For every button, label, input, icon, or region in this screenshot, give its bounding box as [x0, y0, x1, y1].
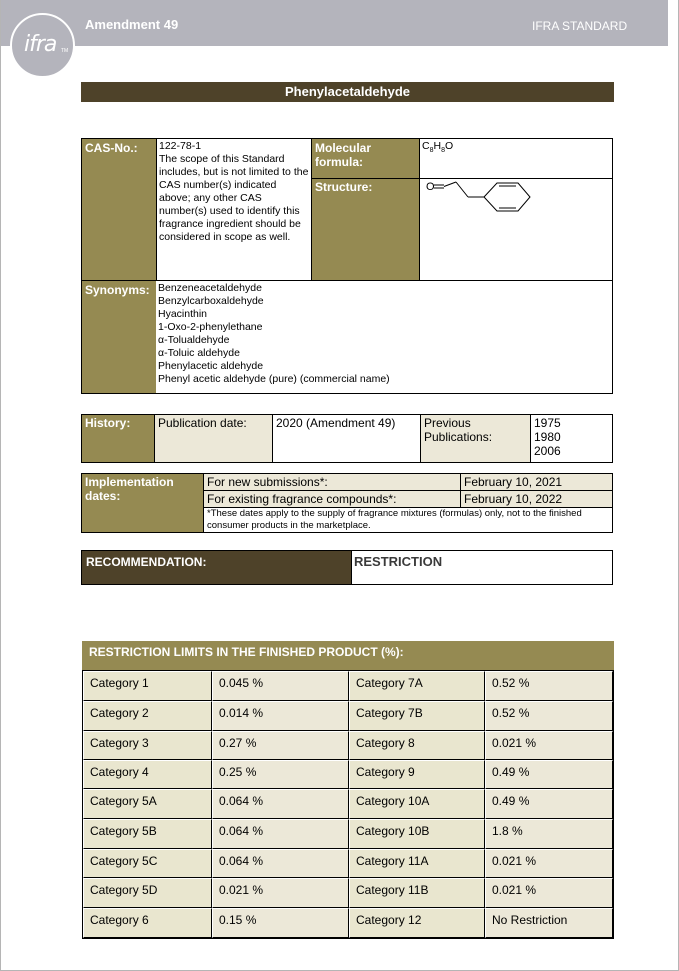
- limit-value-cell: 0.014 %: [212, 701, 349, 731]
- logo-trademark: TM: [61, 48, 69, 54]
- history-label: History:: [82, 415, 154, 462]
- standard-label: IFRA STANDARD: [532, 19, 628, 33]
- list-item: 1975: [534, 416, 561, 430]
- category-cell: Category 2: [83, 701, 212, 731]
- limit-value-cell: No Restriction: [485, 908, 613, 938]
- category-cell: Category 10A: [349, 789, 485, 819]
- list-item: 1-Oxo-2-phenylethane: [158, 321, 263, 333]
- amendment-label: Amendment 49: [85, 17, 179, 32]
- cas-label: CAS-No.:: [82, 139, 156, 280]
- structure-label: Structure:: [312, 179, 419, 280]
- limit-value-cell: 0.045 %: [212, 671, 349, 701]
- synonyms-list: [156, 281, 613, 393]
- category-cell: Category 5D: [83, 878, 212, 908]
- implementation-label: Implementation dates:: [82, 474, 203, 532]
- category-cell: Category 7B: [349, 701, 485, 731]
- publication-date-label: Publication date:: [154, 415, 272, 462]
- formula-c: C: [422, 140, 430, 152]
- limit-value-cell: 0.25 %: [212, 760, 349, 789]
- limit-value-cell: 0.49 %: [485, 789, 613, 819]
- category-cell: Category 10B: [349, 819, 485, 849]
- category-cell: Category 9: [349, 760, 485, 789]
- category-cell: Category 3: [83, 731, 212, 760]
- recommendation-value: RESTRICTION: [351, 551, 612, 584]
- list-item: α-Toluic aldehyde: [158, 347, 240, 359]
- category-cell: Category 1: [83, 671, 212, 701]
- publication-date-value: 2020 (Amendment 49): [272, 415, 420, 462]
- category-cell: Category 4: [83, 760, 212, 789]
- previous-publications-label: Previous Publications:: [420, 415, 530, 462]
- molecular-formula-label: Molecular formula:: [312, 139, 419, 178]
- list-item: 2006: [534, 444, 561, 458]
- history-table: [81, 414, 613, 463]
- svg-text:O: O: [426, 181, 435, 193]
- cas-number: 122-78-1: [159, 140, 202, 152]
- category-cell: Category 12: [349, 908, 485, 938]
- new-submissions-label: For new submissions*:: [203, 474, 460, 491]
- implementation-table: [81, 473, 613, 533]
- list-item: Phenyl acetic aldehyde (pure) (commercial name): [158, 373, 390, 385]
- cas-value-cell: [156, 139, 312, 280]
- category-cell: Category 5B: [83, 819, 212, 849]
- header-bar: [1, 0, 668, 46]
- limit-value-cell: 0.021 %: [485, 849, 613, 878]
- formula-o: O: [445, 140, 454, 152]
- limit-value-cell: 1.8 %: [485, 819, 613, 849]
- logo-text: ifra: [24, 32, 57, 57]
- limit-value-cell: 0.49 %: [485, 760, 613, 789]
- implementation-footnote: *These dates apply to the supply of fragrance mixtures (formulas) only, not to the finished consumer products in the marketplace.: [203, 508, 612, 532]
- existing-compounds-label: For existing fragrance compounds*:: [203, 491, 460, 508]
- category-cell: Category 5C: [83, 849, 212, 878]
- molecular-formula-value: [419, 139, 613, 178]
- limit-value-cell: 0.021 %: [485, 731, 613, 760]
- list-item: 1980: [534, 430, 561, 444]
- previous-publications-list: [530, 415, 612, 462]
- formula-c-sub: 8: [429, 147, 434, 155]
- limit-value-cell: 0.52 %: [485, 671, 613, 701]
- chemical-structure-icon: [420, 179, 550, 239]
- list-item: α-Tolualdehyde: [158, 334, 230, 346]
- list-item: Benzylcarboxaldehyde: [158, 295, 264, 307]
- structure-cell: [419, 179, 613, 280]
- limit-value-cell: 0.021 %: [212, 878, 349, 908]
- limit-value-cell: 0.064 %: [212, 789, 349, 819]
- recommendation-label: RECOMMENDATION:: [82, 551, 351, 584]
- category-cell: Category 5A: [83, 789, 212, 819]
- identity-table: [81, 138, 613, 394]
- limit-value-cell: 0.064 %: [212, 819, 349, 849]
- list-item: Benzeneacetaldehyde: [158, 282, 262, 294]
- formula-h-sub: 8: [441, 147, 445, 155]
- limit-value-cell: 0.064 %: [212, 849, 349, 878]
- new-submissions-date: February 10, 2021: [460, 474, 612, 491]
- page-title: Phenylacetaldehyde: [81, 82, 614, 102]
- category-cell: Category 11B: [349, 878, 485, 908]
- category-cell: Category 6: [83, 908, 212, 938]
- cas-note: The scope of this Standard includes, but is not limited to the CAS number(s) indicated above; any other CAS number(s) used to identify this fragrance ingredient should be considered in scope as well.: [159, 153, 309, 243]
- recommendation-table: [81, 550, 613, 585]
- limit-value-cell: 0.52 %: [485, 701, 613, 731]
- limit-value-cell: 0.021 %: [485, 878, 613, 908]
- list-item: Phenylacetic aldehyde: [158, 360, 264, 372]
- restriction-table: [82, 670, 614, 939]
- limit-value-cell: 0.27 %: [212, 731, 349, 760]
- synonyms-label: Synonyms:: [82, 281, 156, 393]
- restriction-title: RESTRICTION LIMITS IN THE FINISHED PRODUCT (%):: [82, 641, 614, 670]
- formula-h: H: [433, 140, 442, 152]
- category-cell: Category 11A: [349, 849, 485, 878]
- existing-compounds-date: February 10, 2022: [460, 491, 612, 508]
- category-cell: Category 7A: [349, 671, 485, 701]
- list-item: Hyacinthin: [158, 308, 208, 320]
- ifra-logo: [10, 13, 75, 78]
- limit-value-cell: 0.15 %: [212, 908, 349, 938]
- category-cell: Category 8: [349, 731, 485, 760]
